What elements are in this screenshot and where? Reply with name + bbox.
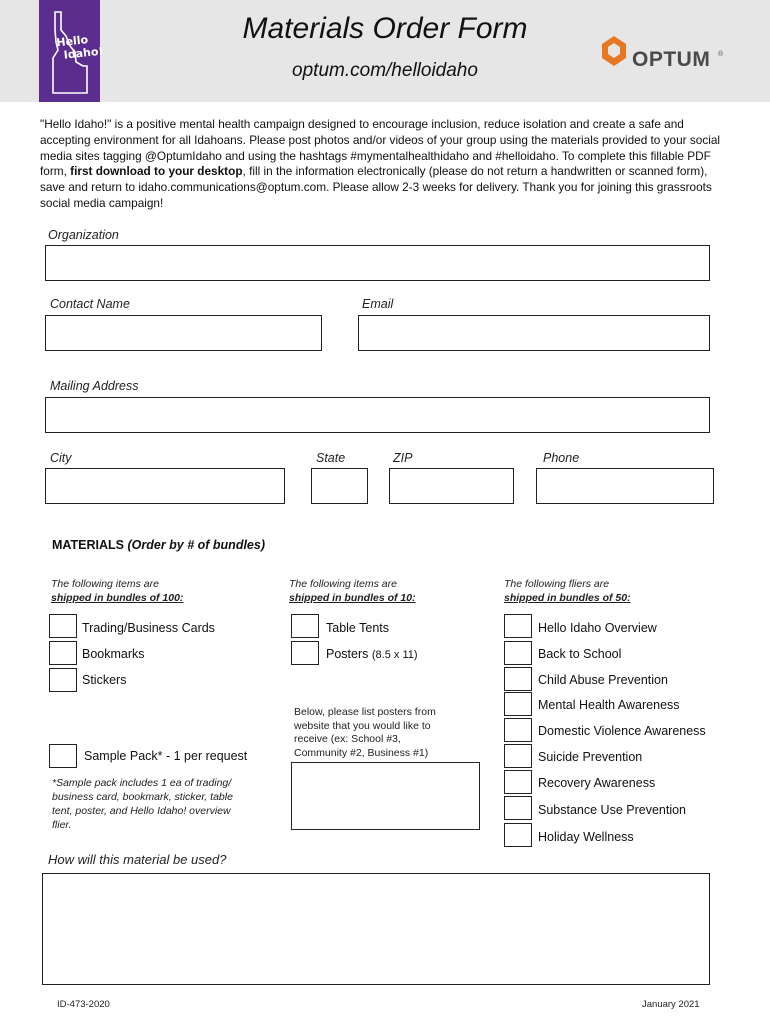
stickers-quantity-box[interactable]	[49, 668, 77, 692]
organization-field[interactable]	[45, 245, 710, 281]
posters-size: (8.5 x 11)	[371, 649, 418, 661]
col1-head-line2: shipped in bundles of 100:	[51, 592, 184, 604]
item-sample-pack: Sample Pack* - 1 per request	[84, 749, 248, 763]
item-holiday-wellness: Holiday Wellness	[538, 830, 634, 844]
city-field[interactable]	[45, 468, 285, 504]
intro-text-2: , fill in the information electronically (please do not return a handwritten or scanned form), save and return to idaho.communications@optum.com. Please allow 2-3 weeks for delivery. Thank you for joining this grassroots social media campaign!	[40, 164, 712, 210]
flier-holiday-wellness-box[interactable]	[504, 823, 532, 847]
col3-head-line1: The following fliers are	[504, 578, 610, 590]
usage-question: How will this material be used?	[48, 852, 227, 867]
col2-head-line2: shipped in bundles of 10:	[289, 592, 416, 604]
bookmarks-quantity-box[interactable]	[49, 641, 77, 665]
mailing-address-label: Mailing Address	[50, 379, 139, 393]
email-label: Email	[362, 297, 394, 311]
item-bookmarks: Bookmarks	[82, 647, 145, 661]
below-note-line3: receive (ex: School #3,	[294, 733, 401, 745]
intro-text-1: "Hello Idaho!" is a positive mental health campaign designed to encourage inclusion, reduce isolation and create a safe and accepting environment for all Idahoans. Please post photos and/or videos of your group using the materials provided to your social media sites tagging @OptumIdaho and using the hashtags #mymentalhealthidaho and #helloidaho. To complete this fillable PDF form,	[40, 117, 721, 179]
intro-bold: first download to your desktop	[70, 164, 243, 179]
posters-list-instructions	[294, 706, 436, 760]
item-suicide-prevention: Suicide Prevention	[538, 750, 643, 764]
flier-hello-idaho-overview-box[interactable]	[504, 614, 532, 638]
sample-note-line3: tent, poster, and Hello Idaho! overview	[52, 805, 231, 817]
zip-field[interactable]	[389, 468, 514, 504]
below-note-line2: website that you would like to	[294, 719, 431, 732]
item-child-abuse-prevention: Child Abuse Prevention	[538, 673, 668, 687]
flier-substance-use-prevention-box[interactable]	[504, 796, 532, 820]
usage-field[interactable]	[42, 873, 710, 985]
item-substance-use-prevention: Substance Use Prevention	[538, 803, 687, 817]
flier-suicide-prevention-box[interactable]	[504, 744, 532, 768]
form-id: ID-473-2020	[57, 999, 110, 1010]
below-note-line1: Below, please list posters from	[294, 706, 436, 718]
city-label: City	[50, 451, 72, 465]
materials-heading	[52, 538, 265, 552]
logo-text-hello: Hello	[55, 33, 89, 50]
item-recovery-awareness: Recovery Awareness	[538, 776, 656, 790]
col1-head-line1: The following items are	[51, 578, 159, 590]
item-back-to-school: Back to School	[538, 647, 622, 661]
col1-header	[51, 577, 183, 605]
col2-head-line1: The following items are	[289, 578, 397, 590]
contact-name-label: Contact Name	[50, 297, 130, 311]
phone-field[interactable]	[536, 468, 714, 504]
materials-title: MATERIALS	[52, 538, 124, 552]
optum-brand: OPTUM	[632, 48, 711, 71]
state-field[interactable]	[311, 468, 368, 504]
logo-text-idaho: Idaho!	[63, 44, 105, 62]
item-stickers: Stickers	[82, 673, 127, 687]
flier-back-to-school-box[interactable]	[504, 641, 532, 665]
materials-subtitle: (Order by # of bundles)	[127, 538, 265, 552]
flier-mental-health-awareness-box[interactable]	[504, 692, 532, 716]
sample-pack-note	[52, 776, 233, 832]
item-table-tents: Table Tents	[326, 621, 390, 635]
sample-pack-quantity-box[interactable]	[49, 744, 77, 768]
contact-name-field[interactable]	[45, 315, 322, 351]
col3-header	[504, 577, 631, 605]
email-field[interactable]	[358, 315, 710, 351]
posters-list-field[interactable]	[291, 762, 480, 830]
page-title: Materials Order Form	[242, 12, 528, 45]
flier-domestic-violence-awareness-box[interactable]	[504, 718, 532, 742]
form-date: January 2021	[642, 999, 700, 1010]
sample-note-line4: flier.	[52, 819, 72, 831]
table-tents-quantity-box[interactable]	[291, 614, 319, 638]
posters-quantity-box[interactable]	[291, 641, 319, 665]
item-hello-idaho-overview: Hello Idaho Overview	[538, 621, 657, 635]
item-posters	[326, 647, 418, 661]
posters-label: Posters	[326, 647, 369, 661]
trading-cards-quantity-box[interactable]	[49, 614, 77, 638]
zip-label: ZIP	[393, 451, 413, 465]
flier-child-abuse-prevention-box[interactable]	[504, 667, 532, 691]
sample-note-line1: *Sample pack includes 1 ea of trading/	[52, 777, 232, 789]
state-label: State	[316, 451, 346, 465]
mailing-address-field[interactable]	[45, 397, 710, 433]
item-mental-health-awareness: Mental Health Awareness	[538, 698, 680, 712]
flier-recovery-awareness-box[interactable]	[504, 770, 532, 794]
optum-registered-mark: ®	[718, 51, 724, 58]
col2-header	[289, 577, 416, 605]
sample-note-line2: business card, bookmark, sticker, table	[52, 791, 233, 803]
phone-label: Phone	[543, 451, 580, 465]
item-domestic-violence-awareness: Domestic Violence Awareness	[538, 724, 706, 738]
intro-paragraph	[40, 117, 730, 212]
below-note-line4: Community #2, Business #1)	[294, 746, 429, 759]
item-trading-cards: Trading/Business Cards	[82, 621, 215, 635]
header-url: optum.com/helloidaho	[292, 60, 478, 81]
col3-head-line2: shipped in bundles of 50:	[504, 592, 631, 604]
organization-label: Organization	[48, 228, 119, 242]
